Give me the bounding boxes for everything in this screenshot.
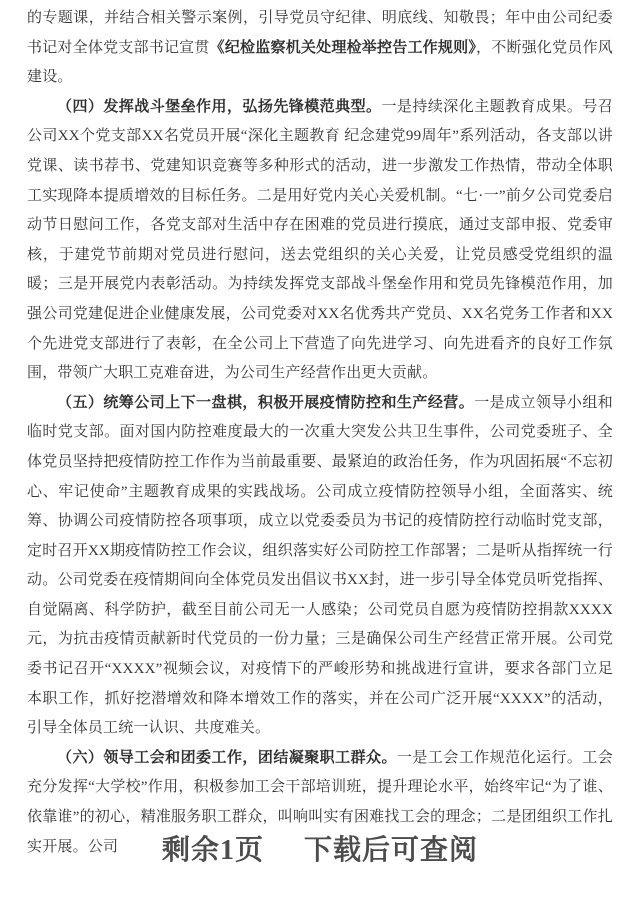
download-watermark[interactable] (0, 828, 640, 868)
paragraph-section-5 (27, 389, 613, 744)
remaining-pages-label: 剩余1页 (161, 835, 264, 866)
section-4-heading: （四）发挥战斗堡垒作用，弘扬先锋模范典型。 (57, 98, 382, 115)
regulation-title: 《纪检监察机关处理检举控告工作规则》 (209, 39, 477, 56)
paragraph-section-4 (27, 93, 613, 389)
paragraph-segment: 一是工会工作规范化运行。工会充分发挥“大学校”作用，积极参加工会干部培训班，提升理论水平，始终牢记“为了谁、依靠谁”的初心，精准服务职工群众，叫响叫实有困难找工会的理念；二是团组织工作扎实开展。公司 (27, 749, 613, 855)
paragraph-segment: 一是持续深化主题教育成果。号召公司XX个党支部XX名党员开展“深化主题教育 纪念建党99周年”系列活动，各支部以讲党课、读书荐书、党建知识竞赛等多种形式的活动，进一步激发工作热情，带动全体职工实现降本提质增效的目标任务。二是用好党内关心关爱机制。“七·一”前夕公司党委启动节日慰问工作，各党支部对生活中存在困难的党员进行摸底，通过支部申报、党委审核，于建党节前期对党员进行慰问，送去党组织的关心关爱，让党员感受党组织的温暖；三是开展党内表彰活动。为持续发挥党支部战斗堡垒作用和党员先锋模范作用，加强公司党建促进企业健康发展，公司党委对XX名优秀共产党员、XX名党务工作者和XX个先进党支部进行了表彰，在全公司上下营造了向先进学习、向先进看齐的良好工作氛围，带领广大职工克难奋进，为公司生产经营作出更大贡献。 (27, 98, 613, 382)
paragraph-segment: 一是成立领导小组和临时党支部。面对国内防控难度最大的一次重大突发公共卫生事件，公司党委班子、全体党员坚持把疫情防控工作作为当前最重要、最紧迫的政治任务，作为巩固拓展“不忘初心、牢记使命”主题教育成果的实践战场。公司成立疫情防控领导小组，全面落实、统筹、协调公司疫情防控各项事项，成立以党委委员为书记的疫情防控行动临时党支部，定时召开XX期疫情防控工作会议，组织落实好公司防控工作部署；二是听从指挥统一行动。公司党委在疫情期间向全体党员发出倡议书XX封，进一步引导全体党员听党指挥、自觉隔离、科学防护，截至目前公司无一人感染；公司党员自愿为疫情防控捐款XXXX元，为抗击疫情贡献新时代党员的一份力量；三是确保公司生产经营正常开展。公司党委书记召开“XXXX”视频会议，对疫情下的严峻形势和挑战进行宣讲，要求各部门立足本职工作，抓好挖潜增效和降本增效工作的落实，并在公司广泛开展“XXXX”的活动，引导全体员工统一认识、共度难关。 (27, 394, 613, 737)
paragraph-continuation (27, 4, 613, 93)
section-6-heading: （六）领导工会和团委工作，团结凝聚职工群众。 (57, 749, 397, 766)
paragraph-segment: ，不断强化党员作风建设。 (27, 39, 613, 86)
download-hint-label[interactable]: 下载后可查阅 (304, 835, 479, 866)
paragraph-segment: 的专题课，并结合相关警示案例，引导党员守纪律、明底线、知敬畏；年中由公司纪委书记对全体党支部书记宣贯 (27, 10, 613, 56)
section-5-heading: （五）统筹公司上下一盘棋，积极开展疫情防控和生产经营。 (57, 394, 475, 411)
